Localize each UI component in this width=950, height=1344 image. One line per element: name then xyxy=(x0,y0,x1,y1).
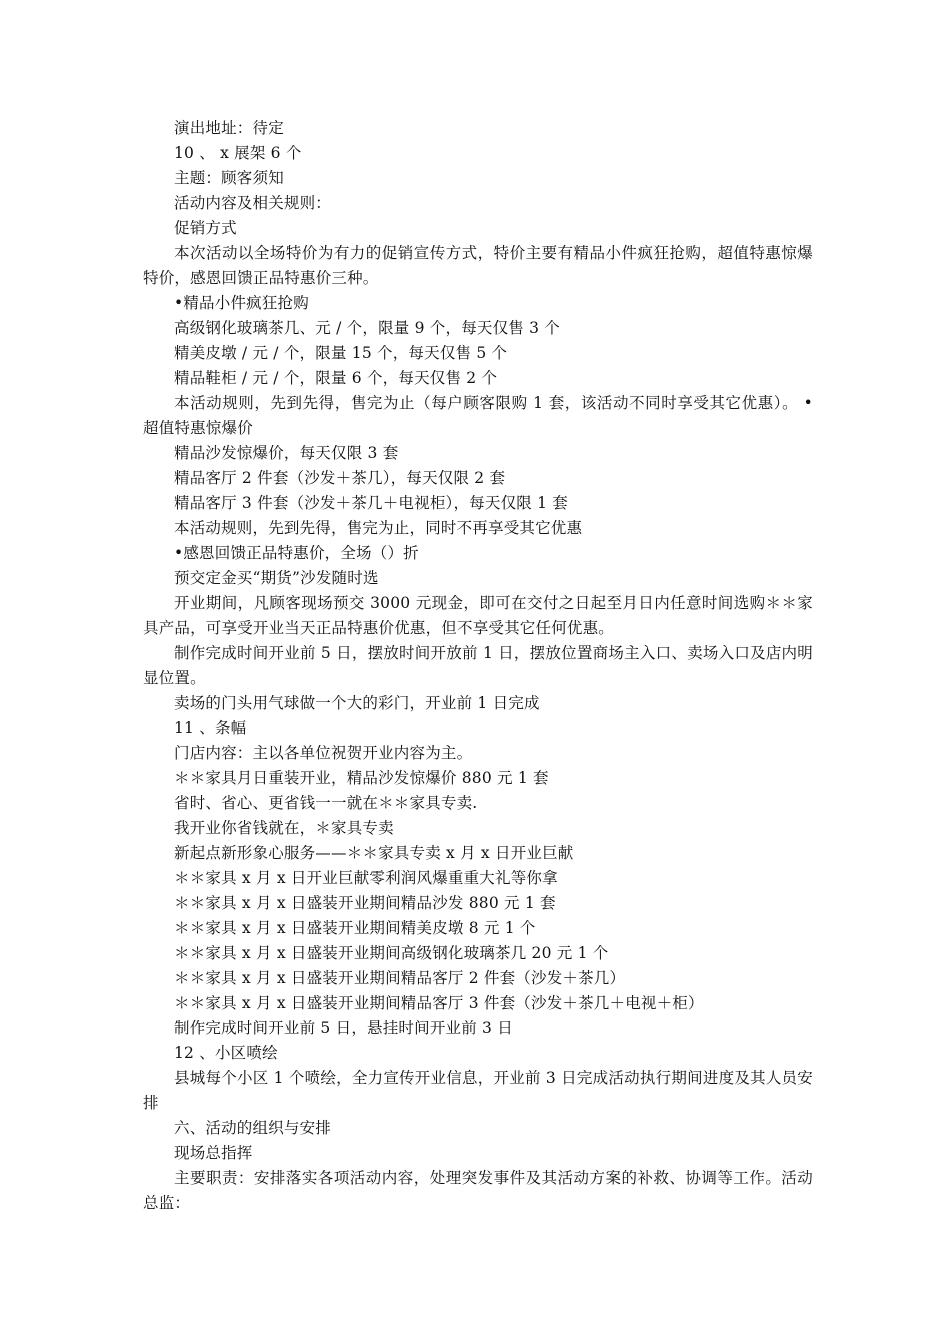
text-line: 精品鞋柜 / 元 / 个，限量 6 个，每天仅售 2 个 xyxy=(174,369,498,387)
paragraph: 本活动规则，先到先得，售完为止（每户顾客限购 1 套，该活动不同时享受其它优惠）。 •超值特惠惊爆价 xyxy=(143,394,813,437)
bullet-heading: •精品小件疯狂抢购 xyxy=(174,294,309,312)
paragraph: 主要职责：安排落实各项活动内容，处理突发事件及其活动方案的补救、协调等工作。活动总监： xyxy=(143,1169,813,1212)
banner-text-line: 我开业你省钱就在，＊家具专卖 xyxy=(174,819,394,837)
text-line: 精品沙发惊爆价，每天仅限 3 套 xyxy=(174,444,399,462)
paragraph: 县城每个小区 1 个喷绘，全力宣传开业信息，开业前 3 日完成活动执行期间进度及其人员安排 xyxy=(143,1069,813,1112)
banner-text-line: ＊＊家具月日重装开业，精品沙发惊爆价 880 元 1 套 xyxy=(174,769,549,787)
text-line: 10 、 x 展架 6 个 xyxy=(174,144,302,162)
text-line: 精品客厅 3 件套（沙发＋茶几＋电视柜），每天仅限 1 套 xyxy=(174,494,568,512)
paragraph: 开业期间，凡顾客现场预交 3000 元现金，即可在交付之日起至月日内任意时间选购＊＊家具产品，可享受开业当天正品特惠价优惠，但不享受其它任何优惠。 xyxy=(143,594,813,637)
section-heading: 六、活动的组织与安排 xyxy=(174,1119,332,1137)
text-line: 现场总指挥 xyxy=(174,1144,253,1162)
banner-text-line: ＊＊家具 x 月 x 日盛装开业期间精美皮墩 8 元 1 个 xyxy=(174,919,536,937)
paragraph: 制作完成时间开业前 5 日，摆放时间开放前 1 日，摆放位置商场主入口、卖场入口及店内明显位置。 xyxy=(143,644,813,687)
text-line: 本活动规则，先到先得，售完为止，同时不再享受其它优惠 xyxy=(174,519,583,537)
section-heading: 12 、小区喷绘 xyxy=(174,1044,278,1062)
banner-text-line: ＊＊家具 x 月 x 日盛装开业期间高级钢化玻璃茶几 20 元 1 个 xyxy=(174,944,609,962)
bullet-heading: •感恩回馈正品特惠价，全场（）折 xyxy=(174,544,419,562)
text-line: 活动内容及相关规则： xyxy=(174,194,332,212)
text-line: 制作完成时间开业前 5 日，悬挂时间开业前 3 日 xyxy=(174,1019,513,1037)
banner-text-line: ＊＊家具 x 月 x 日开业巨献零利润风爆重重大礼等你拿 xyxy=(174,869,558,887)
text-line: 卖场的门头用气球做一个大的彩门，开业前 1 日完成 xyxy=(174,694,540,712)
banner-text-line: ＊＊家具 x 月 x 日盛装开业期间精品客厅 2 件套（沙发＋茶几） xyxy=(174,969,626,987)
banner-text-line: ＊＊家具 x 月 x 日盛装开业期间精品沙发 880 元 1 套 xyxy=(174,894,556,912)
text-line: 主题：顾客须知 xyxy=(174,169,284,187)
paragraph: 本次活动以全场特价为有力的促销宣传方式，特价主要有精品小件疯狂抢购，超值特惠惊爆特价，感恩回馈正品特惠价三种。 xyxy=(143,244,813,287)
text-line: 促销方式 xyxy=(174,219,237,237)
text-line: 预交定金买“期货”沙发随时选 xyxy=(174,569,379,587)
banner-text-line: 新起点新形象心服务——＊＊家具专卖 x 月 x 日开业巨献 xyxy=(174,844,574,862)
banner-text-line: 省时、省心、更省钱一一就在＊＊家具专卖. xyxy=(174,794,478,812)
text-line: 演出地址：待定 xyxy=(174,119,284,137)
document-body xyxy=(143,116,813,1216)
text-line: 高级钢化玻璃茶几、元 / 个，限量 9 个，每天仅售 3 个 xyxy=(174,319,561,337)
text-line: 精美皮墩 / 元 / 个，限量 15 个，每天仅售 5 个 xyxy=(174,344,508,362)
text-line: 精品客厅 2 件套（沙发＋茶几），每天仅限 2 套 xyxy=(174,469,506,487)
banner-text-line: ＊＊家具 x 月 x 日盛装开业期间精品客厅 3 件套（沙发＋茶几＋电视＋柜） xyxy=(174,994,704,1012)
section-heading: 11 、条幅 xyxy=(174,719,247,737)
text-line: 门店内容：主以各单位祝贺开业内容为主。 xyxy=(174,744,473,762)
